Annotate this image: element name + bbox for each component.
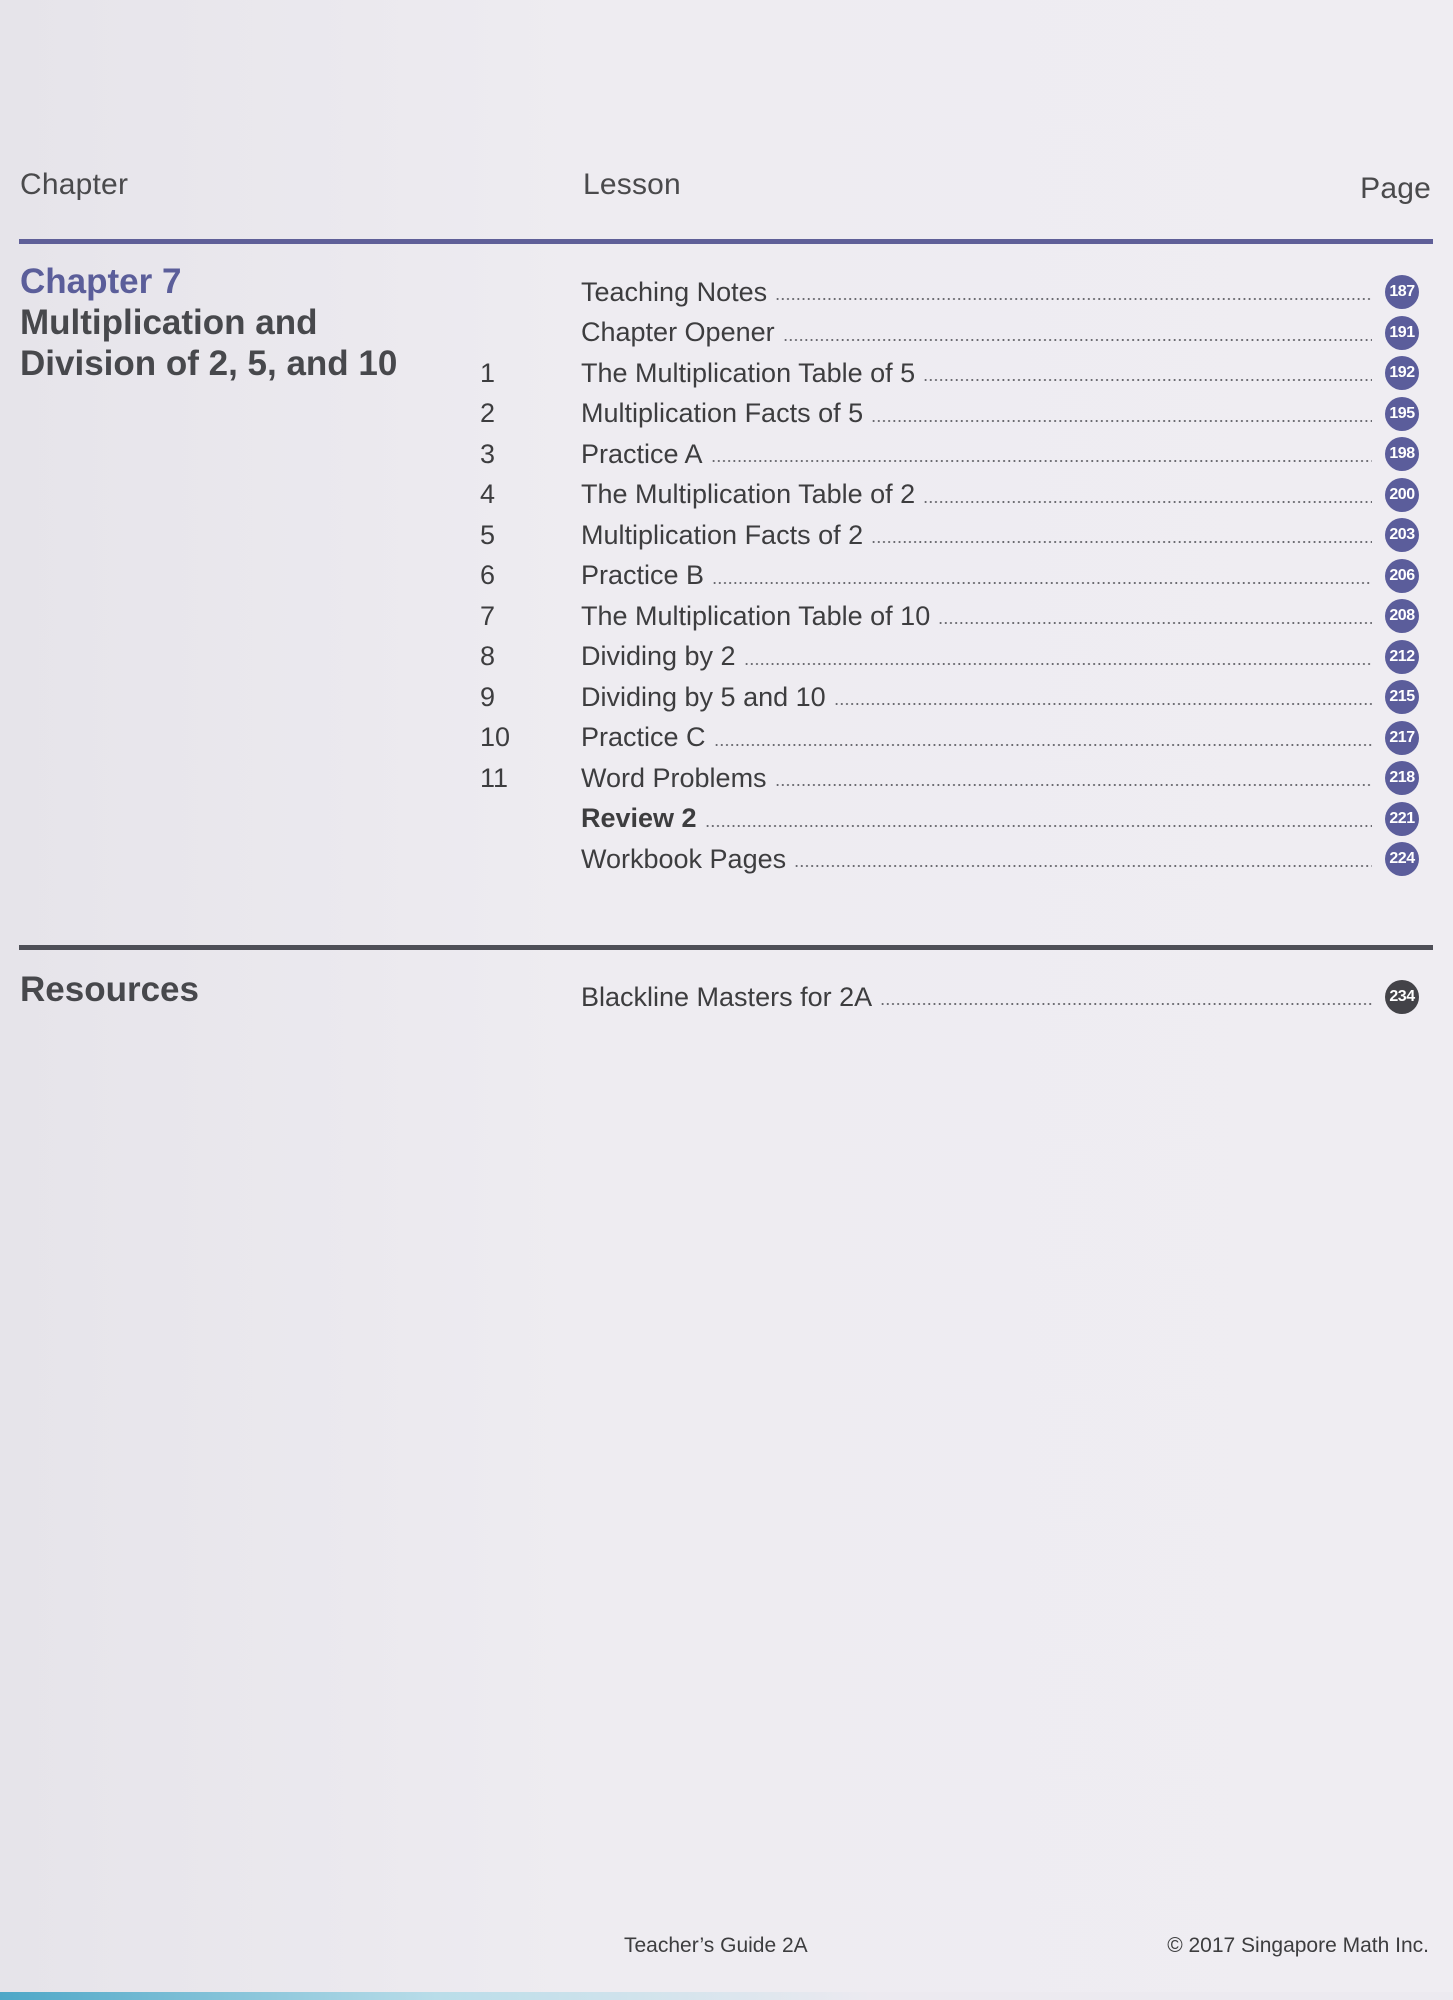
dot-leader	[834, 703, 1372, 705]
page-number-badge: 221	[1385, 802, 1419, 836]
toc-row	[480, 272, 1433, 313]
lesson-title: Practice C	[581, 722, 706, 753]
lesson-title: Workbook Pages	[581, 843, 787, 874]
page-number-badge: 203	[1385, 518, 1419, 552]
page-number-badge: 195	[1385, 397, 1419, 431]
lesson-entry	[581, 358, 1378, 389]
toc-row	[480, 718, 1433, 759]
lesson-entry	[581, 479, 1378, 510]
toc-row	[480, 799, 1433, 840]
lesson-entry	[581, 277, 1378, 308]
dot-leader	[871, 420, 1372, 422]
lesson-number: 5	[480, 519, 496, 550]
page-number-badge: 191	[1385, 316, 1419, 350]
lesson-entry	[581, 803, 1378, 834]
chapter-label: Chapter 7	[20, 262, 182, 301]
lesson-number: 11	[480, 762, 509, 793]
lesson-title: Teaching Notes	[581, 276, 768, 307]
toc-row	[480, 475, 1433, 516]
resources-list	[480, 977, 1433, 1018]
dot-leader	[938, 622, 1372, 624]
lesson-number: 8	[480, 641, 496, 672]
lesson-entry	[581, 398, 1378, 429]
dot-leader	[871, 541, 1372, 543]
lesson-entry	[581, 317, 1378, 348]
scan-edge-strip	[0, 1992, 1453, 2000]
dot-leader	[923, 501, 1372, 503]
dot-leader	[744, 663, 1372, 665]
toc-row	[480, 556, 1433, 597]
lesson-title: Multiplication Facts of 2	[581, 519, 864, 550]
page-number-badge: 218	[1385, 761, 1419, 795]
lesson-title: Multiplication Facts of 5	[581, 398, 864, 429]
page-number-badge: 192	[1385, 356, 1419, 390]
column-header-page: Page	[1360, 172, 1431, 205]
lesson-number: 3	[480, 438, 496, 469]
column-header-chapter: Chapter	[20, 168, 129, 201]
lesson-entry	[581, 982, 1378, 1013]
toc-row	[480, 977, 1433, 1018]
lesson-title: The Multiplication Table of 10	[581, 600, 931, 631]
header-divider	[19, 239, 1433, 244]
resources-heading: Resources	[20, 970, 199, 1009]
lesson-title: Review 2	[581, 803, 697, 834]
lesson-title: Blackline Masters for 2A	[581, 981, 873, 1012]
page-number-badge: 208	[1385, 599, 1419, 633]
lesson-entry	[581, 763, 1378, 794]
page-number-badge: 206	[1385, 559, 1419, 593]
dot-leader	[880, 1003, 1372, 1005]
lesson-entry	[581, 641, 1378, 672]
toc-row	[480, 353, 1433, 394]
dot-leader	[712, 582, 1372, 584]
lesson-number: 2	[480, 398, 496, 429]
lesson-number: 4	[480, 479, 496, 510]
lesson-title: Chapter Opener	[581, 317, 775, 348]
toc-row	[480, 394, 1433, 435]
chapter-title: Multiplication and Division of 2, 5, and 10	[20, 303, 398, 383]
lesson-entry	[581, 682, 1378, 713]
lesson-title: Dividing by 5 and 10	[581, 681, 826, 712]
footer-guide-title: Teacher’s Guide 2A	[624, 1934, 808, 1957]
lesson-number: 6	[480, 560, 496, 591]
page-number-badge: 212	[1385, 640, 1419, 674]
lesson-title: The Multiplication Table of 5	[581, 357, 916, 388]
toc-row	[480, 596, 1433, 637]
page-number-badge: 224	[1385, 842, 1419, 876]
lesson-title: The Multiplication Table of 2	[581, 479, 916, 510]
dot-leader	[711, 460, 1372, 462]
lesson-number: 10	[480, 722, 511, 753]
page-number-badge: 198	[1385, 437, 1419, 471]
dot-leader	[714, 744, 1372, 746]
lesson-title: Practice A	[581, 438, 703, 469]
footer-copyright: © 2017 Singapore Math Inc.	[1167, 1934, 1429, 1957]
page-number-badge: 234	[1385, 980, 1419, 1014]
lesson-title: Word Problems	[581, 762, 767, 793]
lesson-entry	[581, 844, 1378, 875]
page-number-badge: 200	[1385, 478, 1419, 512]
page-number-badge: 187	[1385, 275, 1419, 309]
lesson-number: 7	[480, 600, 496, 631]
page-number-badge: 215	[1385, 680, 1419, 714]
lesson-number: 9	[480, 681, 496, 712]
lesson-entry	[581, 560, 1378, 591]
lesson-number: 1	[480, 357, 496, 388]
dot-leader	[783, 339, 1372, 341]
lesson-title: Practice B	[581, 560, 705, 591]
dot-leader	[775, 784, 1372, 786]
toc-row	[480, 758, 1433, 799]
toc-row	[480, 434, 1433, 475]
lesson-title: Dividing by 2	[581, 641, 736, 672]
section-divider	[19, 945, 1433, 950]
toc-row	[480, 313, 1433, 354]
toc-row	[480, 637, 1433, 678]
chapter-lesson-list	[480, 272, 1433, 880]
page-number-badge: 217	[1385, 721, 1419, 755]
toc-row	[480, 839, 1433, 880]
dot-leader	[775, 298, 1372, 300]
chapter-heading	[20, 262, 460, 384]
dot-leader	[923, 379, 1372, 381]
column-header-lesson: Lesson	[583, 168, 681, 201]
lesson-entry	[581, 722, 1378, 753]
toc-row	[480, 677, 1433, 718]
dot-leader	[705, 825, 1372, 827]
lesson-entry	[581, 439, 1378, 470]
lesson-entry	[581, 520, 1378, 551]
dot-leader	[794, 865, 1372, 867]
lesson-entry	[581, 601, 1378, 632]
toc-row	[480, 515, 1433, 556]
